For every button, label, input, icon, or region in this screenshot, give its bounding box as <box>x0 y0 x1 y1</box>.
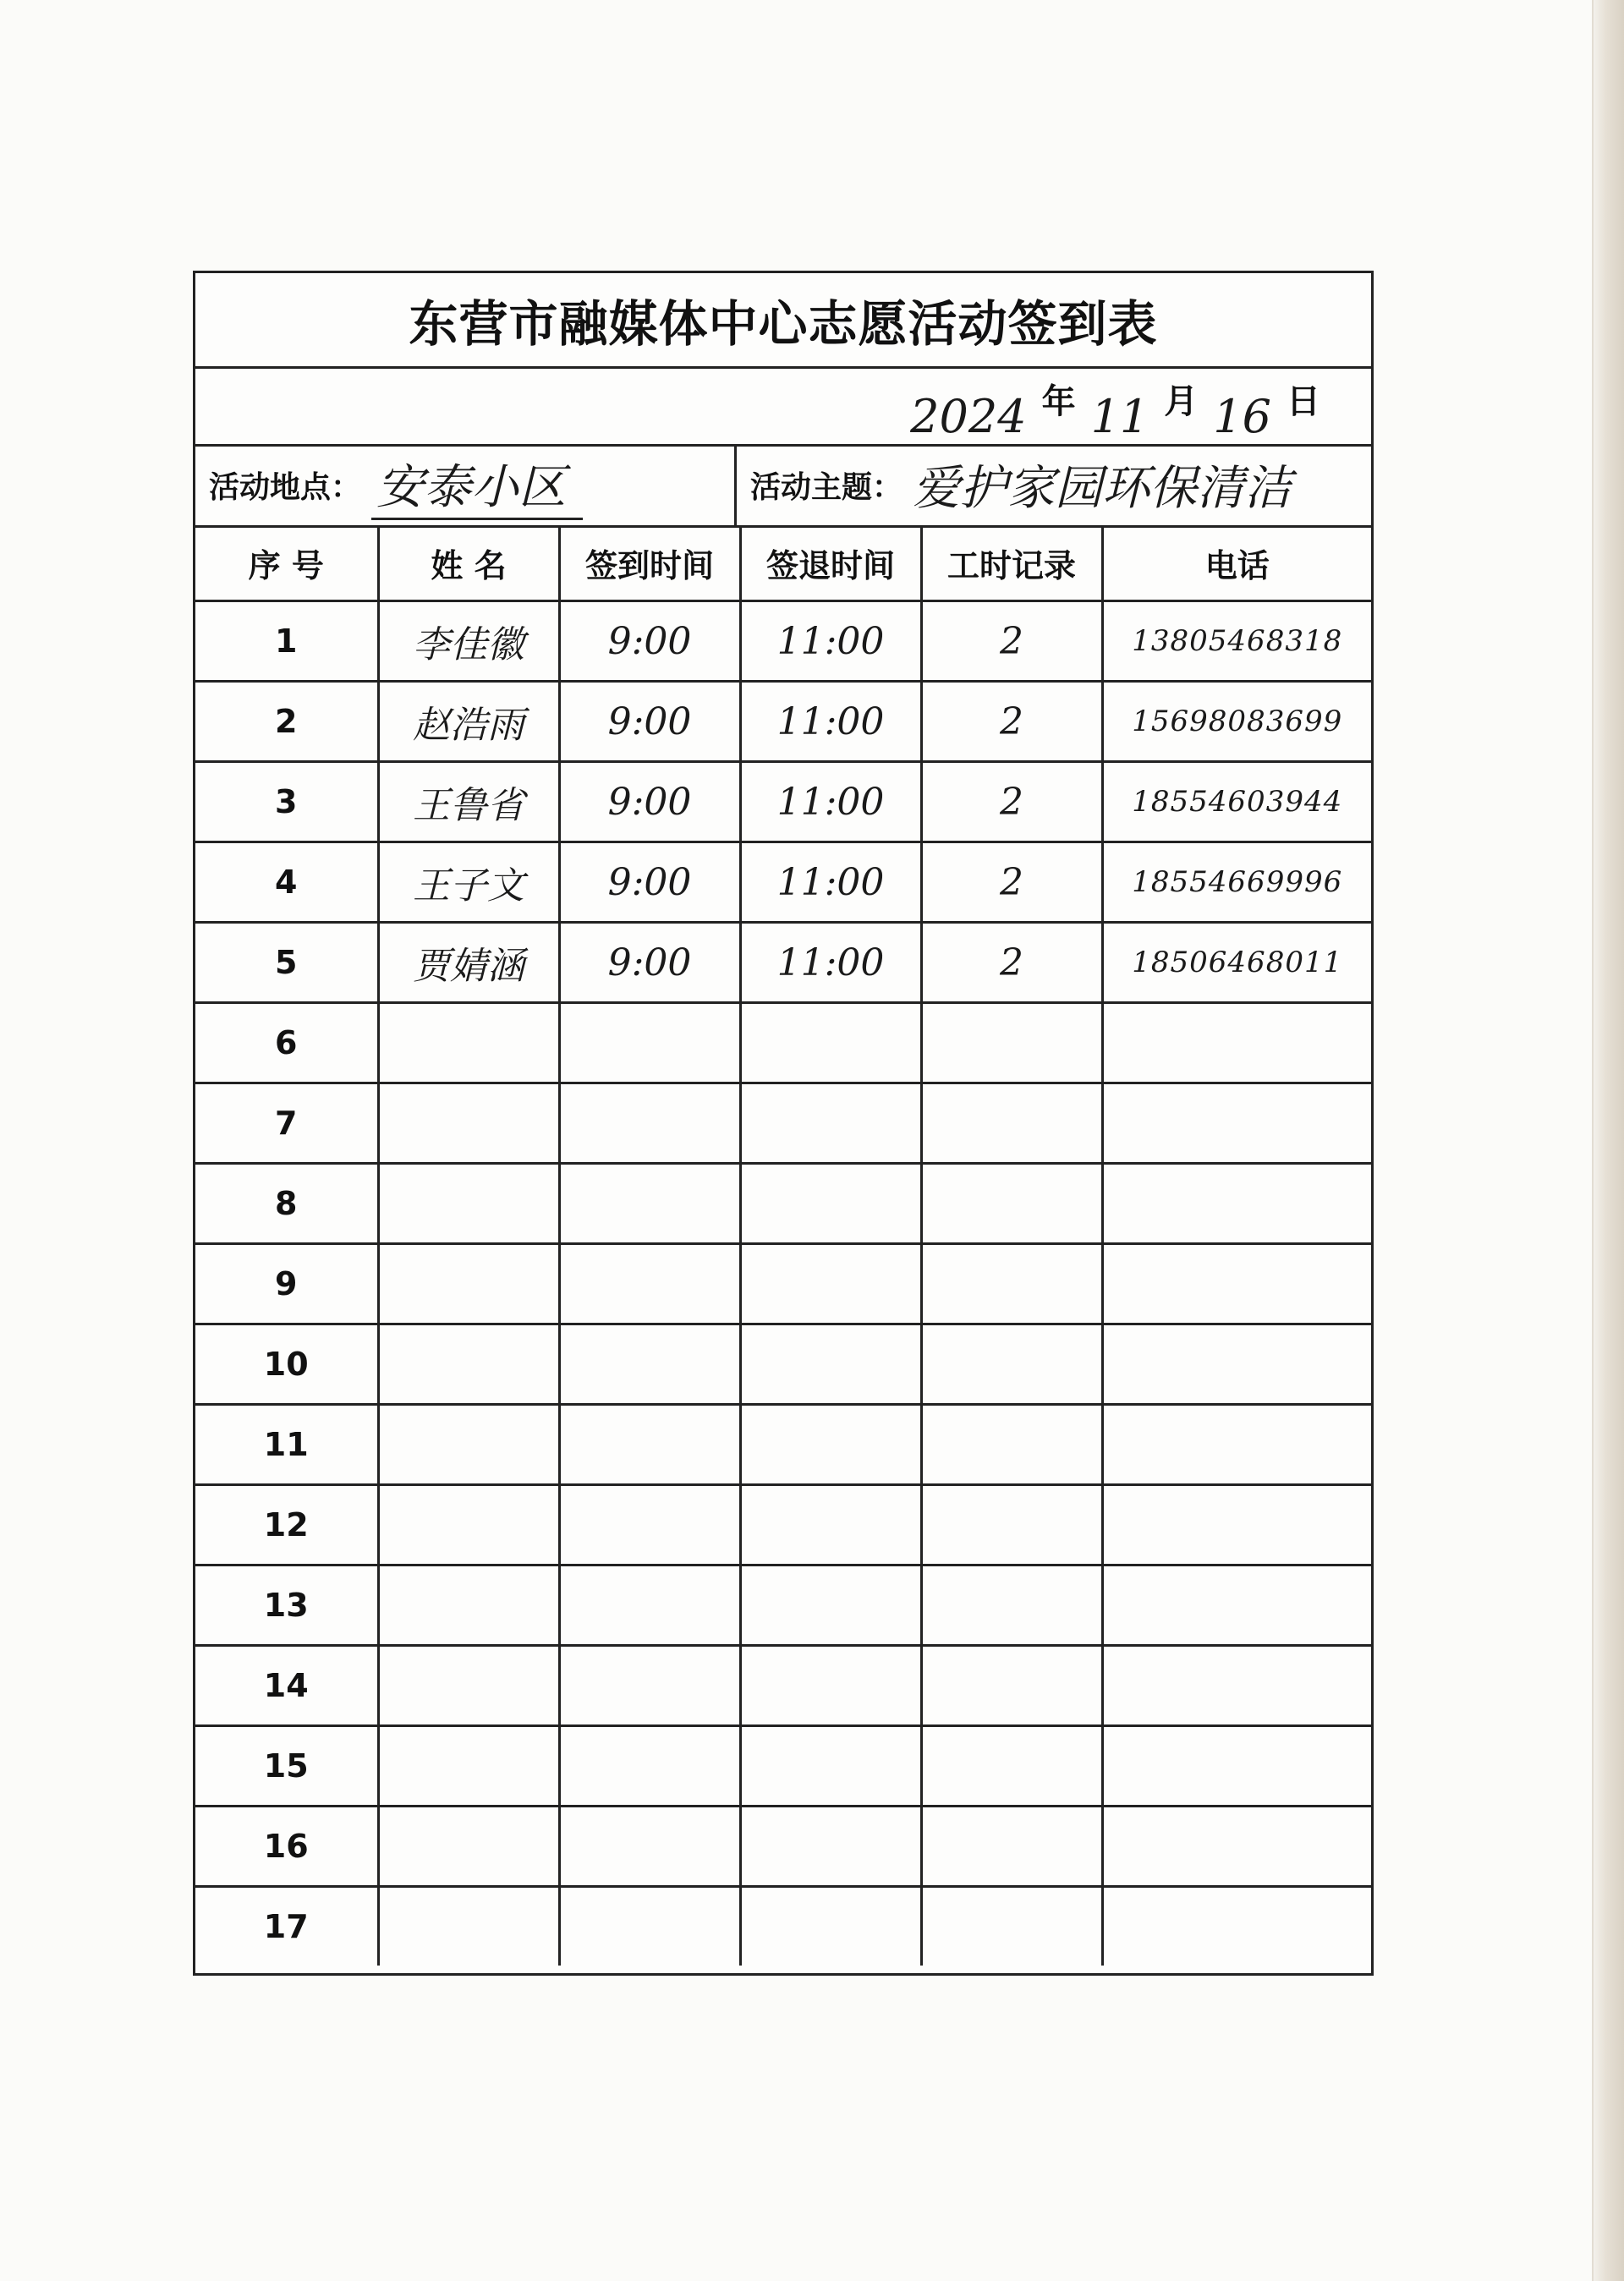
seq-cell: 12 <box>195 1485 378 1565</box>
hours-cell <box>921 1726 1102 1807</box>
name-cell: 王子文 <box>378 842 559 923</box>
date-group <box>910 375 1320 443</box>
sign-out-cell <box>740 1887 921 1966</box>
sign-in-cell: 9:00 <box>559 842 740 923</box>
sign-out-cell <box>740 1405 921 1485</box>
date-year-unit: 年 <box>1041 382 1076 421</box>
sign-in-cell <box>559 1485 740 1565</box>
sign-out-cell: 11:00 <box>740 762 921 842</box>
seq-cell: 11 <box>195 1405 378 1485</box>
table-row <box>195 762 1371 842</box>
seq-cell: 5 <box>195 923 378 1003</box>
sign-in-cell <box>559 1405 740 1485</box>
phone-cell: 18554603944 <box>1102 762 1371 842</box>
sign-in-cell: 9:00 <box>559 601 740 682</box>
header-seq: 序 号 <box>195 525 378 601</box>
name-cell: 赵浩雨 <box>378 682 559 762</box>
hours-cell <box>921 1485 1102 1565</box>
seq-cell: 9 <box>195 1244 378 1324</box>
seq-cell: 10 <box>195 1324 378 1405</box>
name-cell <box>378 1405 559 1485</box>
theme-value: 爱护家园环保清洁 <box>913 461 1292 516</box>
name-cell <box>378 1164 559 1244</box>
phone-cell <box>1102 1324 1371 1405</box>
paper-edge <box>1594 0 1624 2281</box>
phone-cell <box>1102 1807 1371 1887</box>
seq-cell: 6 <box>195 1003 378 1083</box>
table-row <box>195 1244 1371 1324</box>
sign-in-cell: 9:00 <box>559 682 740 762</box>
sign-in-cell <box>559 1807 740 1887</box>
name-cell <box>378 1083 559 1164</box>
header-name: 姓 名 <box>378 525 559 601</box>
name-cell <box>378 1485 559 1565</box>
seq-cell: 1 <box>195 601 378 682</box>
phone-cell: 15698083699 <box>1102 682 1371 762</box>
hours-cell <box>921 1646 1102 1726</box>
sign-out-cell <box>740 1565 921 1646</box>
sign-in-cell <box>559 1646 740 1726</box>
phone-cell <box>1102 1887 1371 1966</box>
table-row <box>195 1887 1371 1966</box>
name-cell <box>378 1324 559 1405</box>
phone-cell <box>1102 1244 1371 1324</box>
paper-edge-line <box>1592 0 1594 2281</box>
sign-in-cell <box>559 1164 740 1244</box>
info-row <box>195 444 1371 528</box>
name-cell: 贾婧涵 <box>378 923 559 1003</box>
sign-out-cell <box>740 1164 921 1244</box>
name-cell <box>378 1646 559 1726</box>
sign-out-cell <box>740 1244 921 1324</box>
seq-cell: 3 <box>195 762 378 842</box>
sign-in-cell <box>559 1324 740 1405</box>
seq-cell: 15 <box>195 1726 378 1807</box>
table-header-row <box>195 525 1371 601</box>
date-year: 2024 <box>910 390 1027 443</box>
seq-cell: 14 <box>195 1646 378 1726</box>
hours-cell <box>921 1244 1102 1324</box>
name-cell: 李佳徽 <box>378 601 559 682</box>
sign-out-cell: 11:00 <box>740 923 921 1003</box>
table-row <box>195 1807 1371 1887</box>
seq-cell: 8 <box>195 1164 378 1244</box>
sign-out-cell <box>740 1083 921 1164</box>
hours-cell: 2 <box>921 762 1102 842</box>
seq-cell: 7 <box>195 1083 378 1164</box>
hours-cell: 2 <box>921 601 1102 682</box>
location-label: 活动地点： <box>209 469 362 505</box>
sign-out-cell <box>740 1726 921 1807</box>
phone-cell <box>1102 1485 1371 1565</box>
hours-cell <box>921 1887 1102 1966</box>
phone-cell: 13805468318 <box>1102 601 1371 682</box>
phone-cell <box>1102 1565 1371 1646</box>
hours-cell <box>921 1324 1102 1405</box>
header-phone: 电话 <box>1102 525 1371 601</box>
sign-out-cell <box>740 1807 921 1887</box>
phone-cell <box>1102 1405 1371 1485</box>
sign-in-cell: 9:00 <box>559 923 740 1003</box>
phone-cell <box>1102 1726 1371 1807</box>
table-row <box>195 1726 1371 1807</box>
hours-cell <box>921 1003 1102 1083</box>
hours-cell <box>921 1405 1102 1485</box>
phone-cell <box>1102 1164 1371 1244</box>
hours-cell: 2 <box>921 923 1102 1003</box>
theme-label: 活动主题： <box>750 469 903 505</box>
location-value: 安泰小区 <box>371 450 583 520</box>
header-sign-out: 签退时间 <box>740 525 921 601</box>
sign-out-cell <box>740 1003 921 1083</box>
table-row <box>195 601 1371 682</box>
table-row <box>195 1565 1371 1646</box>
sign-in-cell <box>559 1565 740 1646</box>
seq-cell: 17 <box>195 1887 378 1966</box>
hours-cell <box>921 1083 1102 1164</box>
hours-cell <box>921 1807 1102 1887</box>
sign-out-cell: 11:00 <box>740 842 921 923</box>
theme-cell <box>737 444 1371 525</box>
date-day: 16 <box>1213 390 1271 443</box>
sign-out-cell <box>740 1646 921 1726</box>
sign-in-cell <box>559 1726 740 1807</box>
sign-out-cell: 11:00 <box>740 601 921 682</box>
sign-in-cell: 9:00 <box>559 762 740 842</box>
name-cell <box>378 1003 559 1083</box>
seq-cell: 4 <box>195 842 378 923</box>
table-row <box>195 842 1371 923</box>
header-hours: 工时记录 <box>921 525 1102 601</box>
table-row <box>195 1003 1371 1083</box>
seq-cell: 16 <box>195 1807 378 1887</box>
date-month: 11 <box>1090 390 1149 443</box>
sign-out-cell <box>740 1485 921 1565</box>
sign-in-sheet <box>193 271 1374 1976</box>
name-cell <box>378 1726 559 1807</box>
sign-in-cell <box>559 1083 740 1164</box>
hours-cell: 2 <box>921 682 1102 762</box>
hours-cell <box>921 1164 1102 1244</box>
phone-cell <box>1102 1003 1371 1083</box>
sign-out-cell: 11:00 <box>740 682 921 762</box>
sign-in-cell <box>559 1003 740 1083</box>
table-row <box>195 1646 1371 1726</box>
name-cell <box>378 1887 559 1966</box>
sheet-title: 东营市融媒体中心志愿活动签到表 <box>409 295 1158 353</box>
table-row <box>195 1324 1371 1405</box>
phone-cell: 18554669996 <box>1102 842 1371 923</box>
title-row <box>195 273 1371 369</box>
table-row <box>195 1485 1371 1565</box>
hours-cell <box>921 1565 1102 1646</box>
table-row <box>195 1405 1371 1485</box>
hours-cell: 2 <box>921 842 1102 923</box>
sign-in-cell <box>559 1244 740 1324</box>
sign-in-table <box>195 525 1371 1966</box>
phone-cell: 18506468011 <box>1102 923 1371 1003</box>
date-row <box>195 366 1371 447</box>
phone-cell <box>1102 1083 1371 1164</box>
name-cell <box>378 1244 559 1324</box>
table-row <box>195 1083 1371 1164</box>
table-row <box>195 923 1371 1003</box>
phone-cell <box>1102 1646 1371 1726</box>
name-cell <box>378 1807 559 1887</box>
table-row <box>195 1164 1371 1244</box>
seq-cell: 13 <box>195 1565 378 1646</box>
date-day-unit: 日 <box>1287 382 1320 421</box>
location-cell <box>195 444 737 525</box>
sign-out-cell <box>740 1324 921 1405</box>
name-cell: 王鲁省 <box>378 762 559 842</box>
sign-in-cell <box>559 1887 740 1966</box>
header-sign-in: 签到时间 <box>559 525 740 601</box>
name-cell <box>378 1565 559 1646</box>
seq-cell: 2 <box>195 682 378 762</box>
table-row <box>195 682 1371 762</box>
date-month-unit: 月 <box>1164 382 1199 421</box>
